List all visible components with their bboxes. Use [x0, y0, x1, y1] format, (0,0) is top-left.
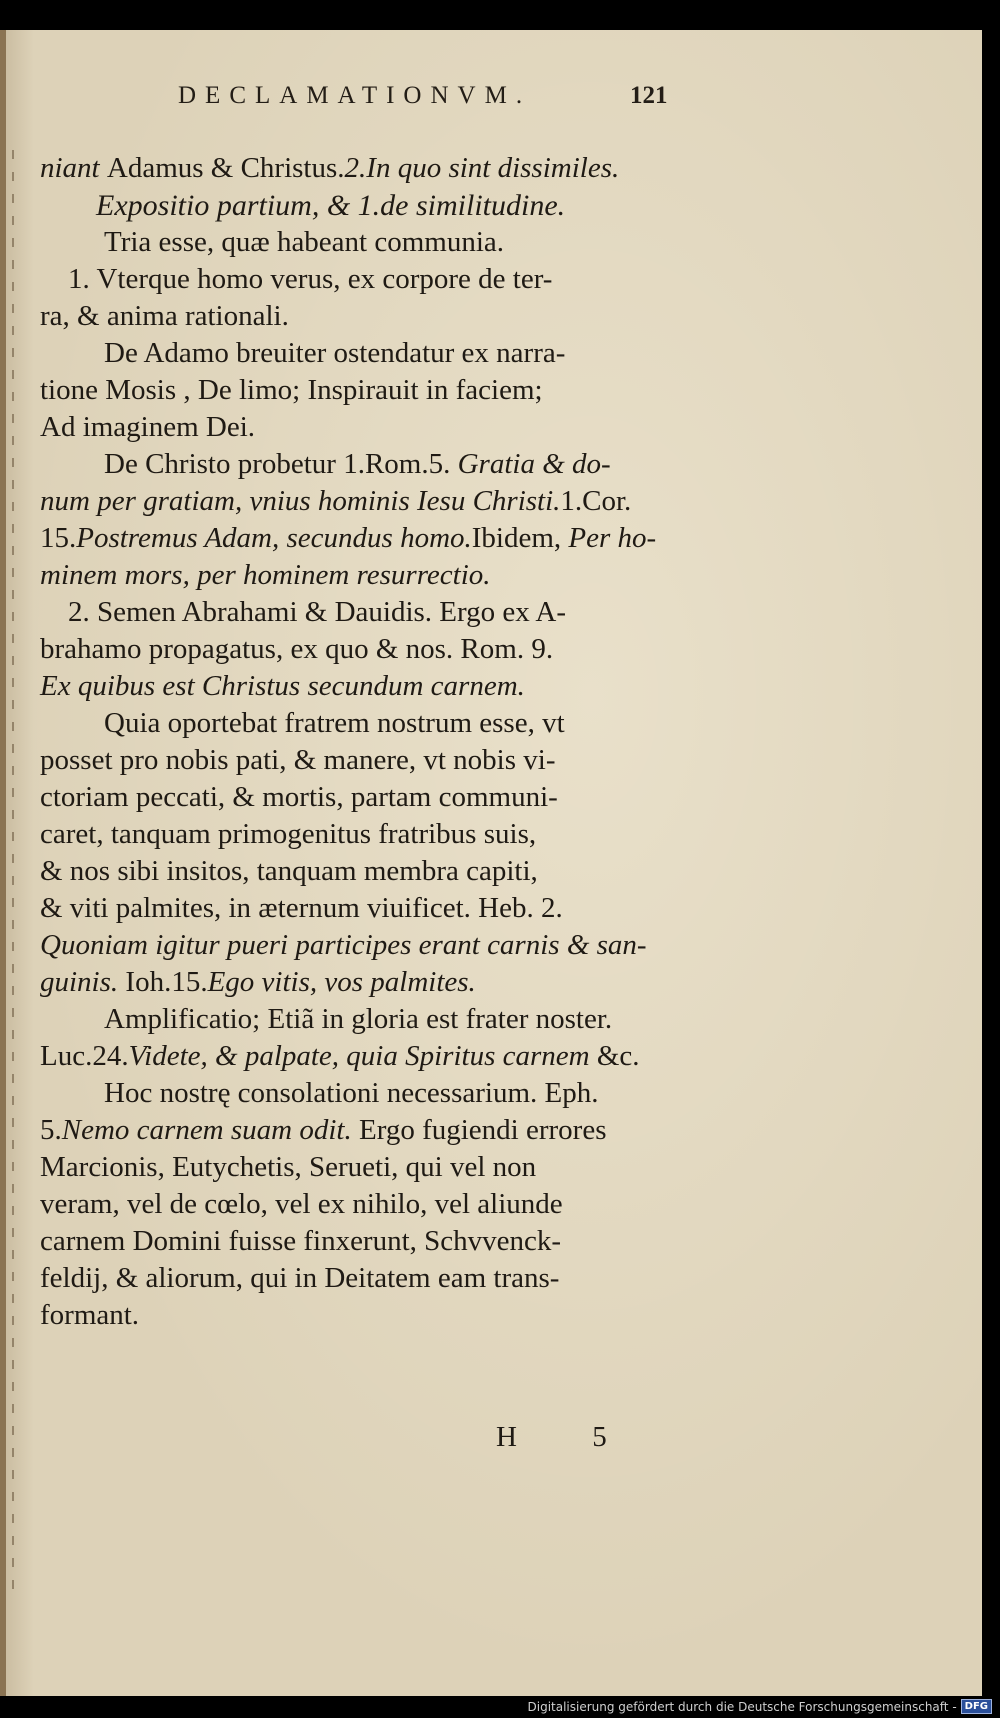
text-line: feldij, & aliorum, qui in Deitatem eam trans-: [40, 1262, 560, 1294]
running-title: DECLAMATIONVM.: [178, 82, 532, 109]
text-line: & nos sibi insitos, tanquam membra capiti,: [40, 855, 538, 887]
text-line: posset pro nobis pati, & manere, vt nobis vi-: [40, 744, 556, 776]
book-page: [0, 30, 982, 1696]
text-line: niant Adamus & Christus.2.In quo sint dissimiles.: [40, 152, 620, 184]
text-line: veram, vel de cœlo, vel ex nihilo, vel aliunde: [40, 1188, 563, 1220]
text-line: guinis. Ioh.15.Ego vitis, vos palmites.: [40, 966, 476, 998]
text-line: De Adamo breuiter ostendatur ex narra-: [104, 337, 566, 369]
dfg-logo-icon: DFG: [961, 1699, 992, 1714]
text-line: formant.: [40, 1299, 140, 1331]
text-line: 15.Postremus Adam, secundus homo.Ibidem, Per ho-: [40, 522, 657, 554]
page-number: 121: [630, 82, 668, 109]
text-line: De Christo probetur 1.Rom.5. Gratia & do-: [104, 448, 611, 480]
text-line: Quoniam igitur pueri participes erant carnis & san-: [40, 929, 647, 961]
text-line: ctoriam peccati, & mortis, partam communi-: [40, 781, 558, 813]
text-line: tione Mosis , De limo; Inspirauit in faciem;: [40, 374, 543, 406]
text-line: minem mors, per hominem resurrectio.: [40, 559, 491, 591]
body-text: [40, 150, 690, 1334]
text-line: 2. Semen Abrahami & Dauidis. Ergo ex A-: [68, 596, 567, 628]
text-line: Hoc nostrę consolationi necessarium. Eph.: [104, 1077, 599, 1109]
text-line: 1. Vterque homo verus, ex corpore de ter-: [68, 263, 553, 295]
text-line: 5.Nemo carnem suam odit. Ergo fugiendi errores: [40, 1114, 607, 1146]
text-line: ra, & anima rationali.: [40, 300, 289, 332]
text-line: Marcionis, Eutychetis, Serueti, qui vel non: [40, 1151, 537, 1183]
text-line: caret, tanquam primogenitus fratribus suis,: [40, 818, 537, 850]
text-line: & viti palmites, in æternum viuificet. Heb. 2.: [40, 892, 563, 924]
signature-mark: H 5: [496, 1421, 641, 1453]
text-line: num per gratiam, vnius hominis Iesu Christi.1.Cor.: [40, 485, 632, 517]
text-line: Tria esse, quæ habeant communia.: [104, 226, 505, 258]
spine-shadow: [12, 150, 14, 1600]
text-line: Luc.24.Videte, & palpate, quia Spiritus carnem &c.: [40, 1040, 640, 1072]
text-line: Quia oportebat fratrem nostrum esse, vt: [104, 707, 565, 739]
text-line: brahamo propagatus, ex quo & nos. Rom. 9.: [40, 633, 554, 665]
digitization-credit: [528, 1699, 993, 1714]
text-line: Amplificatio; Etiã in gloria est frater noster.: [104, 1003, 613, 1035]
text-line: Ad imaginem Dei.: [40, 411, 256, 443]
running-head: [6, 82, 988, 122]
text-line: Ex quibus est Christus secundum carnem.: [40, 670, 525, 702]
text-line: carnem Domini fuisse finxerunt, Schvvenck-: [40, 1225, 562, 1257]
section-heading: Expositio partium, & 1.de similitudine.: [96, 189, 566, 222]
credit-text: Digitalisierung gefördert durch die Deutsche Forschungsgemeinschaft -: [527, 1699, 957, 1714]
